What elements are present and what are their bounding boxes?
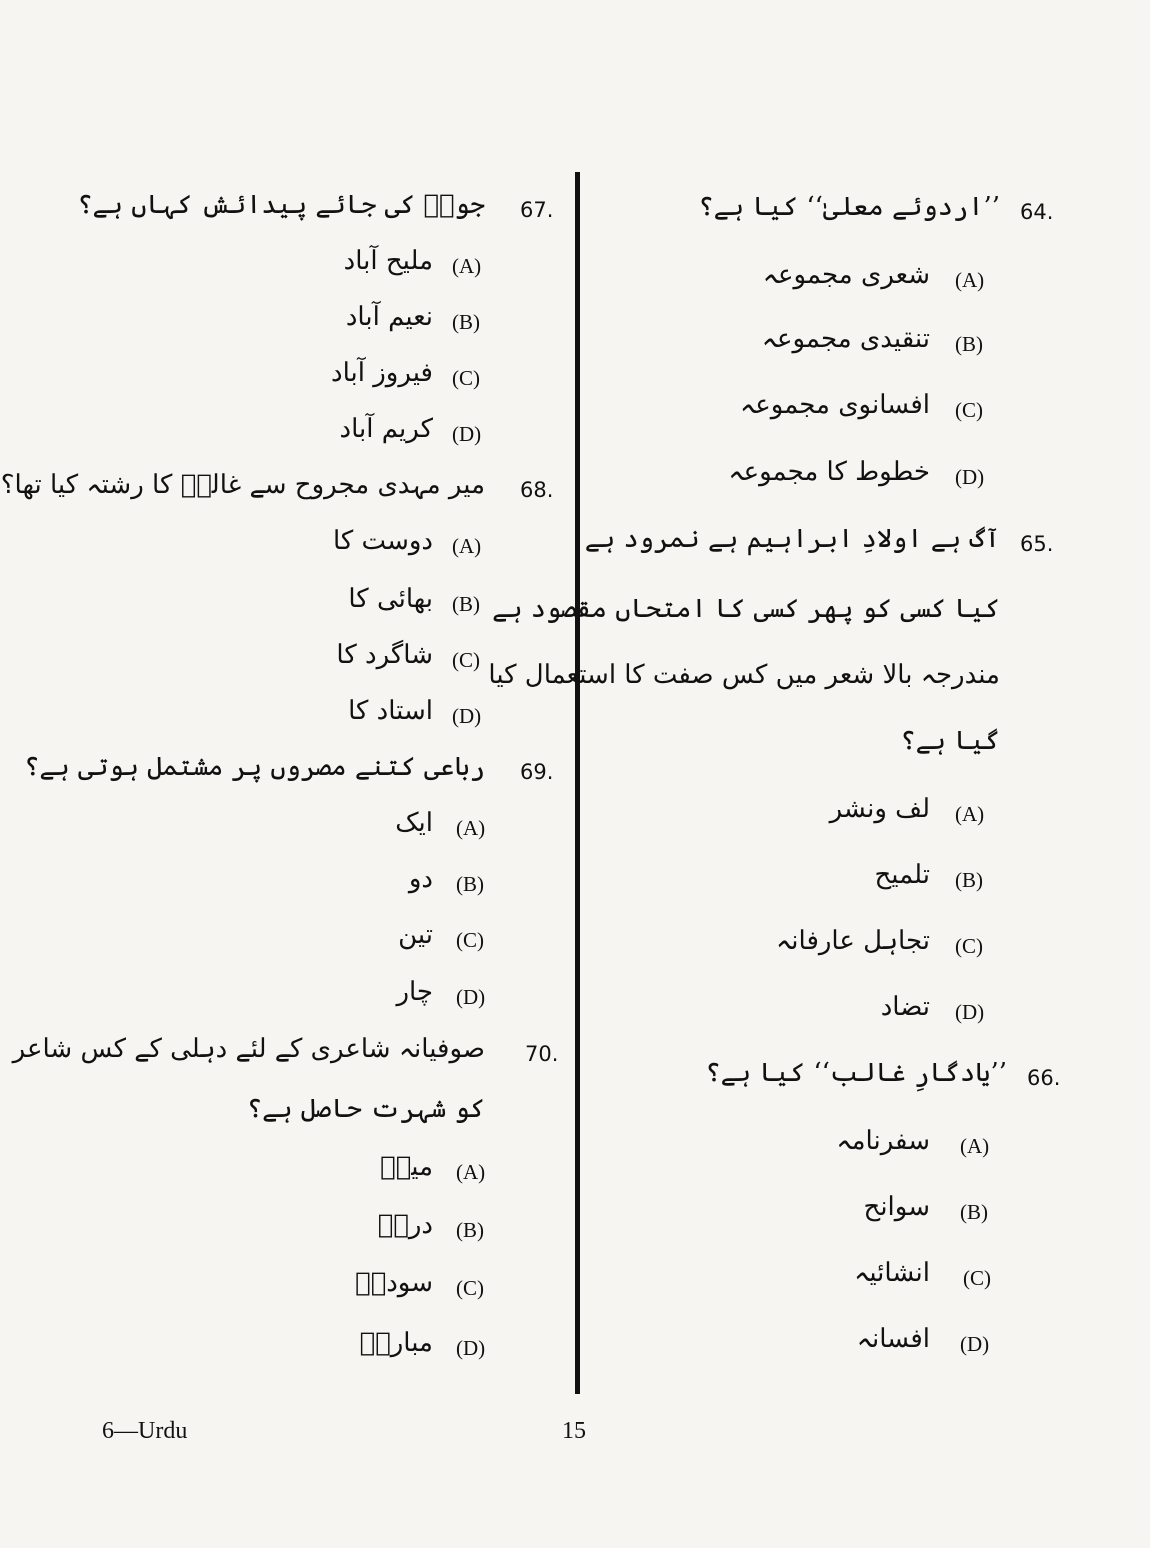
option-text: سوانح <box>863 1192 930 1222</box>
option-label: (D) <box>456 1336 486 1360</box>
option-text: شعری مجموعہ <box>762 260 930 290</box>
option-text: افسانہ <box>856 1324 930 1354</box>
question-text-line: آگ ہے اولادِ ابراہیم ہے نمرود ہے <box>584 524 1000 554</box>
option-text: سوداؔ <box>355 1268 433 1298</box>
question-number: 66. <box>1027 1066 1061 1090</box>
question-text-line: کیا کسی کو پھر کسی کا امتحاں مقصود ہے <box>492 594 1000 624</box>
option-label: (B) <box>955 868 983 892</box>
question-text: رباعی کتنے مصروں پر مشتمل ہوتی ہے؟ <box>24 752 485 782</box>
option-text: نعیم آباد <box>345 302 433 332</box>
option-text: تین <box>398 920 433 950</box>
option-text: لف ونشر <box>829 794 930 824</box>
column-divider <box>575 172 580 1394</box>
option-label: (C) <box>456 1276 484 1300</box>
option-text: تجاہل عارفانہ <box>776 926 930 956</box>
option-text: تضاد <box>880 992 930 1022</box>
question-number: 67. <box>520 198 554 222</box>
question-text: ’’اردوئے معلیٰ‘‘ کیا ہے؟ <box>698 192 1000 222</box>
question-number: 69. <box>520 760 554 784</box>
option-text: استاد کا <box>348 696 433 726</box>
option-label: (D) <box>452 422 482 446</box>
option-label: (A) <box>456 816 486 840</box>
option-label: (D) <box>452 704 482 728</box>
option-label: (B) <box>955 332 983 356</box>
question-text-line: صوفیانہ شاعری کے لئے دہلی کے کس شاعر <box>12 1034 485 1064</box>
page-number: 15 <box>562 1418 586 1444</box>
option-text: ملیح آباد <box>343 246 433 276</box>
option-label: (B) <box>452 592 480 616</box>
option-label: (B) <box>960 1200 988 1224</box>
question-number: 68. <box>520 478 554 502</box>
option-label: (D) <box>456 985 486 1009</box>
question-number: 64. <box>1020 200 1054 224</box>
option-label: (A) <box>456 1160 486 1184</box>
question-text-line: کو شہرت حاصل ہے؟ <box>246 1094 485 1124</box>
option-text: چار <box>396 977 433 1007</box>
option-text: میرؔ <box>380 1152 433 1182</box>
option-label: (C) <box>452 366 480 390</box>
option-text: ایک <box>395 808 433 838</box>
option-label: (C) <box>963 1266 991 1290</box>
option-label: (A) <box>452 534 482 558</box>
option-label: (B) <box>456 1218 484 1242</box>
option-text: کریم آباد <box>339 414 433 444</box>
question-number: 65. <box>1020 532 1054 556</box>
option-text: شاگرد کا <box>336 640 433 670</box>
option-label: (B) <box>456 872 484 896</box>
option-label: (D) <box>955 465 985 489</box>
option-text: سفرنامہ <box>836 1126 930 1156</box>
question-text: میر مہدی مجروح سے غالبؔ کا رشتہ کیا تھا؟ <box>0 470 485 500</box>
option-text: دوست کا <box>332 526 433 556</box>
question-number: 70. <box>525 1042 559 1066</box>
option-label: (D) <box>960 1332 990 1356</box>
option-text: تنقیدی مجموعہ <box>761 324 930 354</box>
option-text: بھائی کا <box>348 584 433 614</box>
question-text-line: گیا ہے؟ <box>900 726 1000 756</box>
question-text: ’’یادگارِ غالب‘‘ کیا ہے؟ <box>705 1058 1007 1088</box>
option-label: (A) <box>960 1134 990 1158</box>
option-label: (C) <box>456 928 484 952</box>
option-text: افسانوی مجموعہ <box>740 390 930 420</box>
option-text: انشائیہ <box>854 1258 930 1288</box>
option-label: (C) <box>955 398 983 422</box>
option-text: دو <box>408 864 433 894</box>
question-text-line: مندرجہ بالا شعر میں کس صفت کا استعمال کیا <box>488 660 1000 690</box>
option-label: (D) <box>955 1000 985 1024</box>
option-text: تلمیح <box>874 860 930 890</box>
option-label: (A) <box>452 254 482 278</box>
paper-code: 6—Urdu <box>102 1418 188 1444</box>
option-text: فیروز آباد <box>331 358 433 388</box>
option-label: (B) <box>452 310 480 334</box>
option-label: (A) <box>955 268 985 292</box>
option-text: مبارکؔ <box>359 1328 433 1358</box>
option-label: (C) <box>955 934 983 958</box>
option-text: خطوط کا مجموعہ <box>728 457 930 487</box>
option-label: (C) <box>452 648 480 672</box>
option-text: دردؔ <box>377 1210 433 1240</box>
question-text: جوشؔ کی جائے پیدائش کہاں ہے؟ <box>77 190 485 220</box>
option-label: (A) <box>955 802 985 826</box>
